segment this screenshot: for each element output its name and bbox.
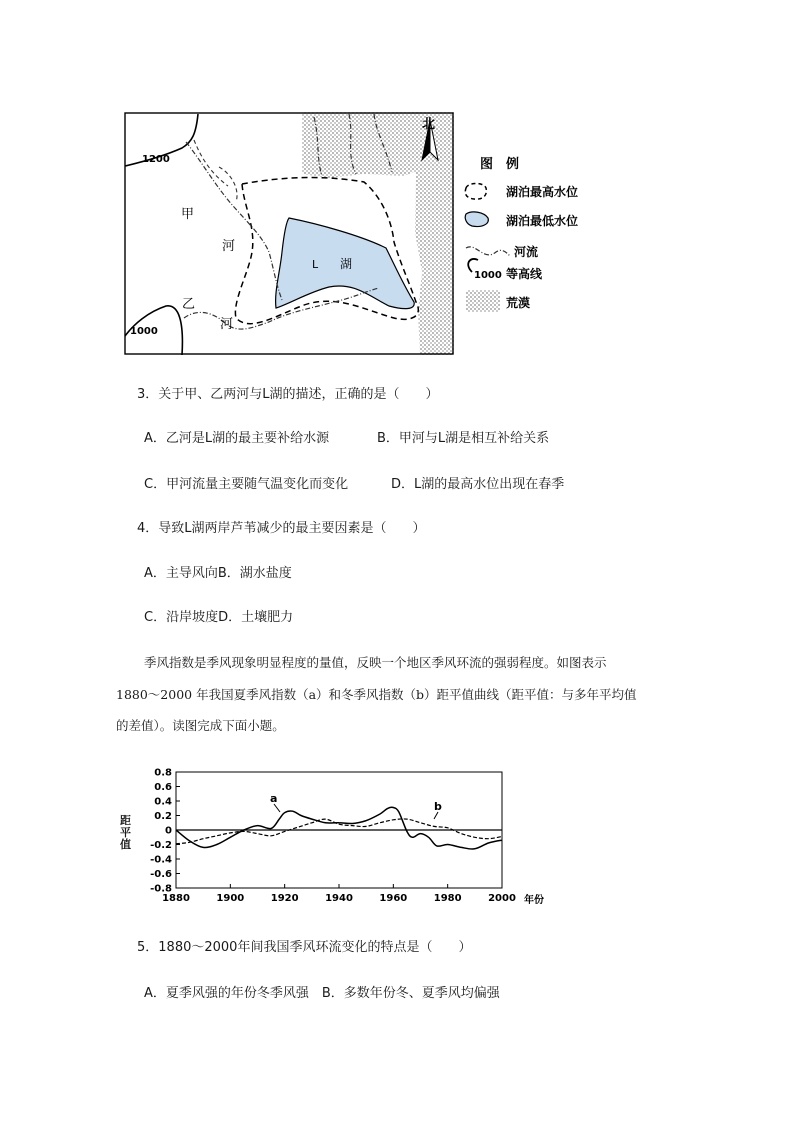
x-tick-label: 1880 (162, 893, 190, 904)
question-3-stem: 3．关于甲、乙两河与L湖的描述，正确的是（ ） (137, 387, 439, 402)
passage-line-1: 季风指数是季风现象明显程度的量值，反映一个地区季风环流的强弱程度。如图表示 (144, 655, 607, 670)
series-a-line (176, 807, 502, 849)
y-tick-label: -0.6 (150, 869, 172, 880)
y-tick-label: -0.4 (150, 854, 172, 866)
question-4-options-ab[interactable]: A．主导风向B．湖水盐度 (144, 566, 292, 581)
x-tick-label: 1960 (379, 893, 408, 904)
x-axis-title: 年份 (524, 895, 544, 906)
legend-contour-label: 等高线 (506, 267, 543, 281)
map-legend (462, 152, 592, 317)
desert-area-east (415, 172, 454, 355)
series-a-leader (274, 804, 280, 812)
x-tick-label: 1980 (433, 893, 462, 904)
series-b-leader (434, 812, 438, 819)
x-tick-label: 1900 (216, 893, 245, 904)
x-tick-label: 1920 (270, 893, 299, 904)
river-yi-he-label: 河 (220, 317, 234, 332)
question-4-stem: 4．导致L湖两岸芦苇减少的最主要因素是（ ） (137, 521, 426, 536)
y-tick-label: 0.6 (154, 782, 172, 793)
river-jia-he-label: 河 (222, 239, 236, 254)
legend-title: 图 例 (480, 157, 520, 172)
river-jia-label: 甲 (181, 207, 195, 222)
series-b-label: b (434, 800, 442, 813)
legend-highest-label: 湖泊最高水位 (506, 185, 579, 199)
river-jia-tributary-1 (194, 140, 228, 186)
question-3-option-a[interactable]: A．乙河是L湖的最主要补给水源 (144, 431, 330, 446)
question-5-options-ab[interactable]: A．夏季风强的年份冬季风强 B．多数年份冬、夏季风均偏强 (144, 986, 500, 1001)
legend-desert-label: 荒漠 (506, 296, 531, 310)
map-figure (124, 112, 454, 355)
contour-1000-label: 1000 (130, 326, 158, 337)
question-5-stem: 5．1880～2000年间我国季风环流变化的特点是（ ） (137, 940, 472, 955)
monsoon-index-chart (112, 762, 562, 912)
legend-contour-value: 1000 (474, 270, 502, 281)
y-tick-label: 0.2 (154, 811, 172, 822)
y-axis-title: 距平值 (120, 814, 131, 851)
chart-svg (112, 762, 562, 912)
x-tick-label: 2000 (488, 893, 516, 904)
x-tick-label: 1940 (325, 893, 353, 904)
north-label: 北 (422, 117, 436, 132)
question-3-option-d[interactable]: D．L湖的最高水位出现在春季 (391, 477, 565, 492)
river-jia (186, 142, 282, 300)
y-tick-label: 0.4 (154, 796, 172, 808)
lake-l-label: L (312, 258, 319, 271)
legend-highest-symbol (465, 184, 486, 200)
passage-line-2: 1880～2000 年我国夏季风指数（a）和冬季风指数（b）距平值曲线（距平值：与多年平均值 (116, 687, 637, 702)
passage-line-3: 的差值）。读图完成下面小题。 (116, 718, 285, 733)
river-yi-label: 乙 (182, 297, 196, 312)
contour-1200-label: 1200 (142, 154, 170, 165)
question-4-options-cd[interactable]: C．沿岸坡度D．土壤肥力 (144, 610, 294, 625)
legend-river-symbol (466, 247, 510, 256)
y-tick-label: 0.8 (154, 767, 172, 779)
y-tick-label: -0.8 (150, 883, 172, 895)
legend-lowest-symbol (465, 212, 488, 227)
question-3-option-c[interactable]: C．甲河流量主要随气温变化而变化 (144, 477, 349, 492)
river-jia-tributary-2 (219, 167, 237, 202)
legend-desert-symbol (466, 290, 500, 312)
legend-lowest-label: 湖泊最低水位 (506, 214, 579, 228)
lake-map (124, 112, 454, 355)
legend-graphic (462, 152, 592, 317)
lake-hu-label: 湖 (340, 257, 353, 271)
legend-river-label: 河流 (514, 245, 539, 259)
series-a-label: a (270, 792, 278, 805)
question-3-option-b[interactable]: B．甲河与L湖是相互补给关系 (377, 431, 550, 446)
y-tick-label: -0.2 (150, 840, 172, 851)
y-tick-label: 0 (165, 825, 172, 837)
